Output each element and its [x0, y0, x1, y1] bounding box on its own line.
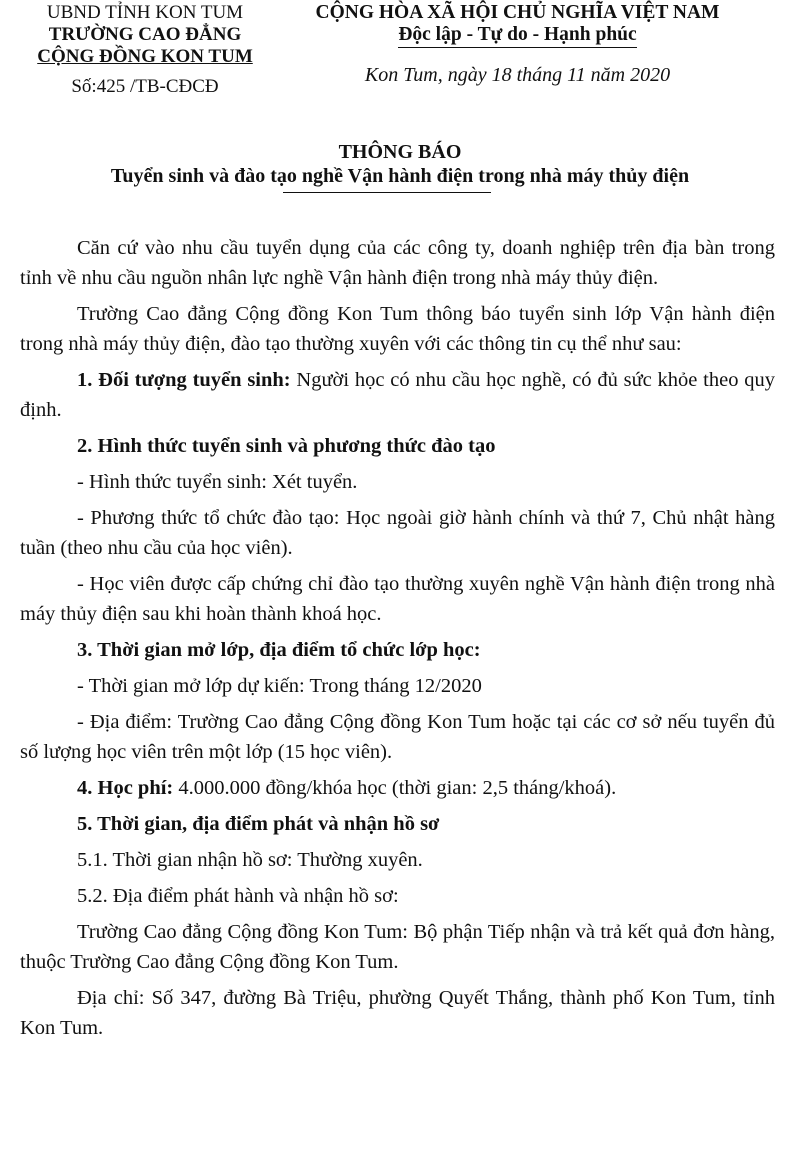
- title-underline: [283, 192, 491, 193]
- national-motto: Độc lập - Tự do - Hạnh phúc: [398, 24, 636, 48]
- section-2-item-1: - Hình thức tuyển sinh: Xét tuyển.: [77, 471, 358, 493]
- intro-paragraph-1: Căn cứ vào nhu cầu tuyển dụng của các công ty, doanh nghiệp trên địa bàn trong tỉnh về nhu cầu nguồn nhân lực nghề Vận hành điện trong nhà máy thủy điện.: [20, 237, 775, 289]
- section-4-text: 4.000.000 đồng/khóa học (thời gian: 2,5 tháng/khoá).: [173, 777, 617, 799]
- document-subject: Tuyển sinh và đào tạo nghề Vận hành điện trong nhà máy thủy điện: [110, 165, 690, 187]
- school-name-line2: CỘNG ĐỒNG KON TUM: [37, 46, 253, 67]
- section-1: [20, 365, 775, 425]
- section-5-2-text: Trường Cao đẳng Cộng đồng Kon Tum: Bộ phận Tiếp nhận và trả kết quả đơn hàng, thuộc Trường Cao đẳng Cộng đồng Kon Tum.: [20, 921, 775, 973]
- national-heading: [290, 2, 745, 86]
- section-3-item-1: - Thời gian mở lớp dự kiến: Trong tháng 12/2020: [77, 675, 482, 697]
- section-3-item-2: - Địa điểm: Trường Cao đẳng Cộng đồng Kon Tum hoặc tại các cơ sở nếu tuyển đủ số lượng học viên trên một lớp (15 học viên).: [20, 711, 775, 763]
- section-5-heading: 5. Thời gian, địa điểm phát và nhận hồ sơ: [77, 813, 440, 835]
- document-title-block: [0, 140, 800, 188]
- place-date: Kon Tum, ngày 18 tháng 11 năm 2020: [364, 64, 671, 86]
- section-3-heading: 3. Thời gian mở lớp, địa điểm tổ chức lớp học:: [77, 639, 481, 661]
- document-type: THÔNG BÁO: [338, 141, 462, 163]
- section-1-label: 1. Đối tượng tuyển sinh:: [77, 369, 291, 391]
- section-5-2: 5.2. Địa điểm phát hành và nhận hồ sơ:: [77, 885, 399, 907]
- nation-name: CỘNG HÒA XÃ HỘI CHỦ NGHĨA VIỆT NAM: [315, 2, 720, 23]
- issuer-block: [10, 2, 280, 98]
- section-2-item-2: - Phương thức tổ chức đào tạo: Học ngoài giờ hành chính và thứ 7, Chủ nhật hàng tuần (theo nhu cầu của học viên).: [20, 507, 775, 559]
- document-body: [20, 233, 775, 1049]
- section-4: [20, 773, 775, 803]
- section-1-text: Người học có nhu cầu học nghề, có đủ sức khỏe theo quy định.: [20, 369, 775, 421]
- section-5-1: 5.1. Thời gian nhận hồ sơ: Thường xuyên.: [77, 849, 423, 871]
- section-2-heading: 2. Hình thức tuyển sinh và phương thức đào tạo: [77, 435, 496, 457]
- intro-paragraph-2: Trường Cao đẳng Cộng đồng Kon Tum thông báo tuyển sinh lớp Vận hành điện trong nhà máy thủy điện, đào tạo thường xuyên với các thông tin cụ thể như sau:: [20, 303, 775, 355]
- address-paragraph: Địa chỉ: Số 347, đường Bà Triệu, phường Quyết Thắng, thành phố Kon Tum, tỉnh Kon Tum.: [20, 987, 775, 1039]
- authority-name: UBND TỈNH KON TUM: [46, 2, 244, 23]
- section-2-item-3: - Học viên được cấp chứng chỉ đào tạo thường xuyên nghề Vận hành điện trong nhà máy thủy điện sau khi hoàn thành khoá học.: [20, 573, 775, 625]
- document-number: Số:425 /TB-CĐCĐ: [71, 76, 219, 97]
- section-4-label: 4. Học phí:: [77, 777, 174, 799]
- school-name-line1: TRƯỜNG CAO ĐẲNG: [48, 24, 242, 45]
